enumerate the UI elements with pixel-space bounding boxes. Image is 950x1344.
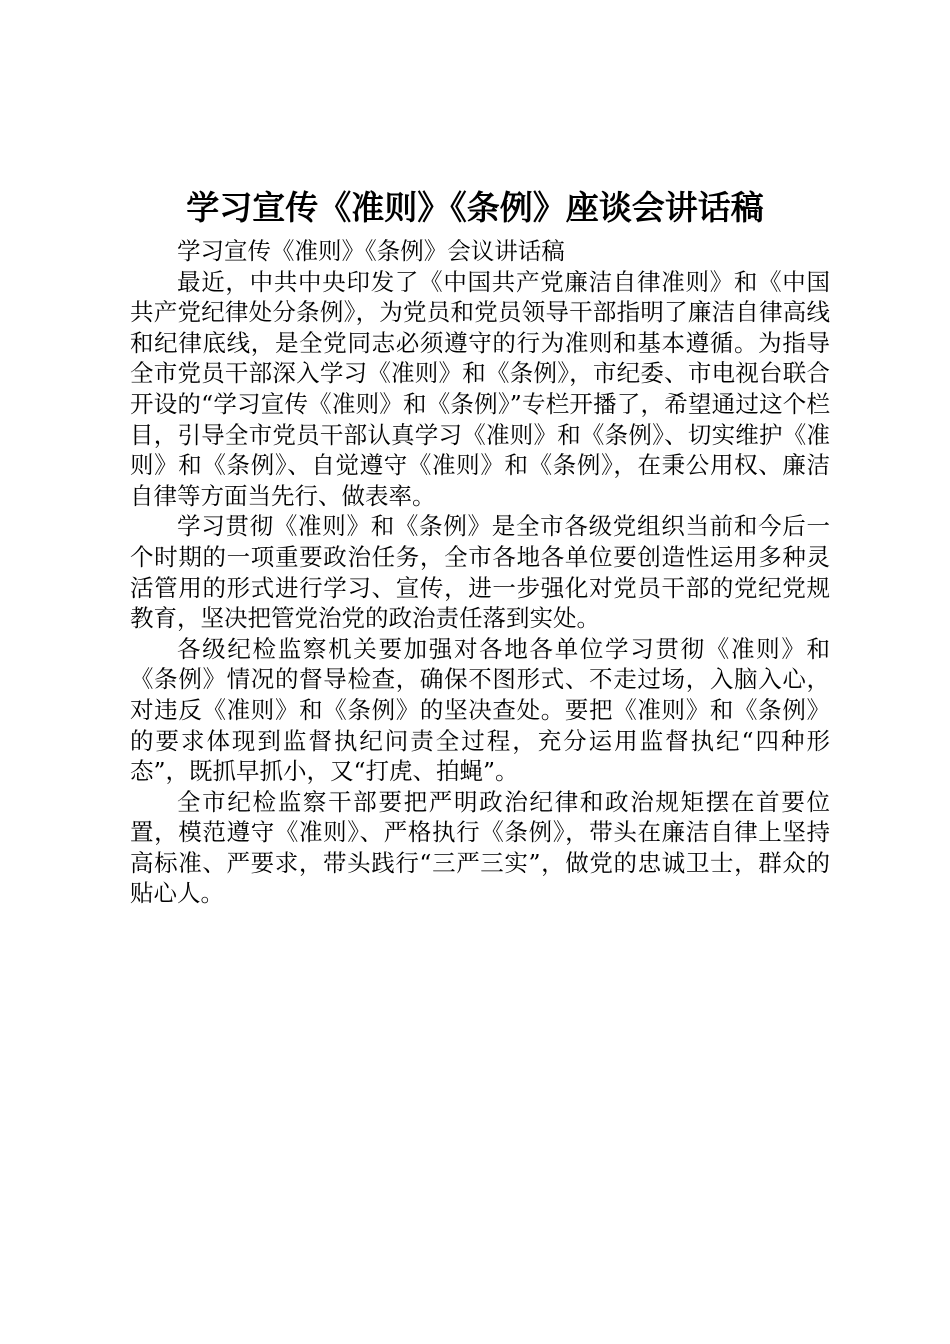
document-title: 学习宣传《准则》《条例》座谈会讲话稿: [186, 188, 764, 227]
paragraph-3: 各级纪检监察机关要加强对各地各单位学习贯彻《准则》和《条例》情况的督导检查，确保不图形式、不走过场，入脑入心，对违反《准则》和《条例》的坚决查处。要把《准则》和《条例》的要求体现到监督执纪问责全过程，充分运用监督执纪“四种形态”，既抓早抓小，又“打虎、拍蝇”。: [130, 634, 830, 786]
document-body: [130, 236, 830, 909]
document-subtitle: 学习宣传《准则》《条例》会议讲话稿: [177, 237, 565, 265]
paragraph-4: 全市纪检监察干部要把严明政治纪律和政治规矩摆在首要位置，模范遵守《准则》、严格执行《条例》，带头在廉洁自律上坚持高标准、严要求，带头践行“三严三实”，做党的忠诚卫士，群众的贴心人。: [130, 787, 830, 908]
paragraph-2: 学习贯彻《准则》和《条例》是全市各级党组织当前和今后一个时期的一项重要政治任务，全市各地各单位要创造性运用多种灵活管用的形式进行学习、宣传，进一步强化对党员干部的党纪党规教育，坚决把管党治党的政治责任落到实处。: [130, 512, 830, 633]
paragraph-1: 最近，中共中央印发了《中国共产党廉洁自律准则》和《中国共产党纪律处分条例》，为党员和党员领导干部指明了廉洁自律高线和纪律底线，是全党同志必须遵守的行为准则和基本遵循。为指导全市党员干部深入学习《准则》和《条例》，市纪委、市电视台联合开设的“学习宣传《准则》和《条例》”专栏开播了，希望通过这个栏目，引导全市党员干部认真学习《准则》和《条例》、切实维护《准则》和《条例》、自觉遵守《准则》和《条例》，在秉公用权、廉洁自律等方面当先行、做表率。: [130, 267, 830, 510]
